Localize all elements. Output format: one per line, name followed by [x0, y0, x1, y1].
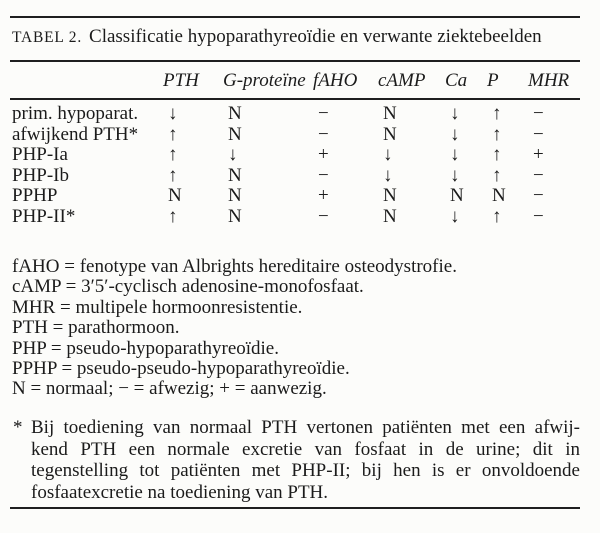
table-cell: + [318, 185, 329, 206]
table-cell: N [450, 185, 464, 206]
table-cell: − [318, 205, 329, 227]
table-cell: ↑ [168, 205, 178, 227]
row-label: PPHP [12, 185, 58, 206]
table-body [10, 104, 580, 227]
row-label: PHP-Ib [12, 164, 70, 186]
table-cell: − [318, 164, 329, 186]
footnote [10, 417, 580, 504]
table-cell: ↓ [228, 144, 238, 165]
table-cell: N [228, 123, 242, 145]
table-cell: − [533, 123, 544, 145]
table-cell: ↓ [450, 164, 460, 186]
legend-line: PHP = pseudo-hypoparathyreoïdie. [12, 337, 279, 359]
footnote-line: tegenstelling tot patiënten met PHP-II; bij hen is er onvoldoende [31, 460, 580, 482]
legend-line: fAHO = fenotype van Albrights hereditaire osteodystrofie. [12, 256, 457, 277]
column-header-pth: PTH [163, 70, 199, 91]
header-rule [10, 98, 580, 100]
table-cell: ↑ [168, 144, 178, 165]
table-cell: N [383, 205, 397, 227]
table-cell: N [383, 123, 397, 145]
table-row [10, 207, 580, 228]
column-header-camp: cAMP [378, 70, 426, 91]
table-cell: + [318, 144, 329, 165]
column-header-p: P [487, 70, 499, 91]
bottom-rule [10, 507, 580, 509]
table-cell: ↓ [383, 144, 393, 165]
table-row [10, 145, 580, 166]
column-header-gproteine: G-proteïne [223, 70, 306, 91]
table-cell: ↓ [450, 103, 460, 124]
table-cell: ↑ [492, 144, 502, 165]
table-cell: − [533, 205, 544, 227]
table-cell: N [383, 185, 397, 206]
table-cell: N [228, 185, 242, 206]
table-cell: N [228, 103, 242, 124]
table-cell: N [492, 185, 506, 206]
legend-line: cAMP = 3′5′-cyclisch adenosine-monofosfaat. [12, 276, 364, 298]
footnote-line: kend PTH een normale excretie van fosfaat in de urine; dit in [31, 438, 580, 460]
table-cell: N [228, 205, 242, 227]
table-cell: N [228, 164, 242, 186]
footnote-line: fosfaatexcretie na toediening van PTH. [31, 482, 329, 504]
table-caption [10, 18, 580, 60]
table-row [10, 104, 580, 125]
table-cell: ↓ [450, 123, 460, 145]
table-row [10, 125, 580, 146]
table-number: TABEL 2. [12, 29, 83, 46]
table-cell: − [318, 103, 329, 124]
table-title: Classificatie hypoparathyreoïdie en verwante ziektebeelden [89, 26, 542, 47]
table-row [10, 166, 580, 187]
row-label: prim. hypoparat. [12, 103, 139, 124]
table-cell: − [533, 164, 544, 186]
column-header-faho: fAHO [313, 70, 358, 91]
legend-line: N = normaal; − = afwezig; + = aanwezig. [12, 378, 327, 400]
table-cell: ↑ [492, 103, 502, 124]
table-cell: − [318, 123, 329, 145]
table-cell: ↓ [168, 103, 178, 124]
table-cell: N [383, 103, 397, 124]
abbreviation-legend [10, 257, 580, 400]
table-row [10, 186, 580, 207]
table-cell: ↑ [492, 164, 502, 186]
table-cell: ↑ [492, 205, 502, 227]
legend-line: MHR = multipele hormoonresistentie. [12, 296, 303, 318]
table-cell: − [533, 103, 544, 124]
table-cell: + [533, 144, 544, 165]
row-label: afwijkend PTH* [12, 123, 139, 145]
table-header-row [10, 62, 580, 98]
table-cell: ↑ [168, 164, 178, 186]
legend-line: PPHP = pseudo-pseudo-hypoparathyreoïdie. [12, 358, 350, 380]
table-cell: ↓ [450, 205, 460, 227]
column-header-empty [12, 71, 163, 91]
footnote-marker: * [13, 416, 23, 438]
table-cell: − [533, 185, 544, 206]
table-cell: ↓ [383, 164, 393, 186]
legend-line: PTH = parathormoon. [12, 317, 180, 339]
footnote-line: Bij toediening van normaal PTH vertonen patiënten met een afwij- [31, 416, 580, 438]
row-label: PHP-Ia [12, 144, 68, 165]
column-header-mhr: MHR [528, 70, 570, 91]
row-label: PHP-II* [12, 205, 76, 227]
table-cell: ↑ [168, 123, 178, 145]
table-cell: N [168, 185, 182, 206]
table-cell: ↓ [450, 144, 460, 165]
column-header-ca: Ca [445, 70, 468, 91]
table-cell: ↑ [492, 123, 502, 145]
